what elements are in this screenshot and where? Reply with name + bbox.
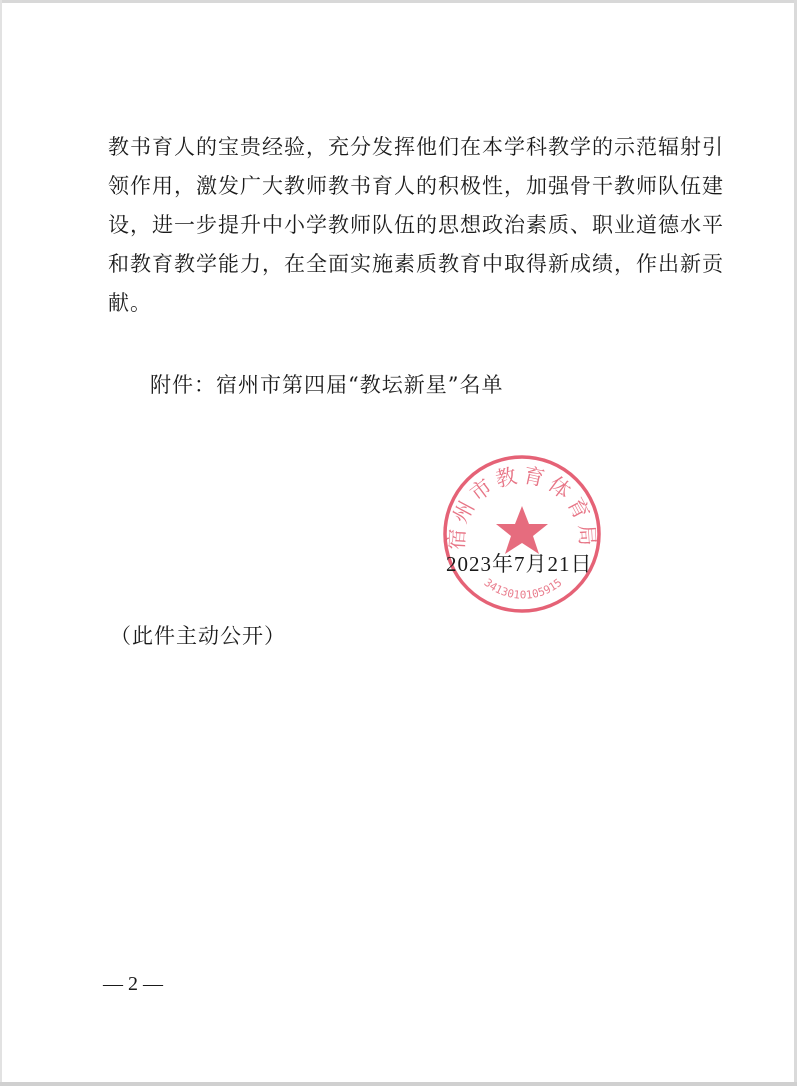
seal-arc-text: 宿州市教育体育局 xyxy=(444,463,600,551)
seal-star-icon xyxy=(496,506,548,554)
body-line: 设，进一步提升中小学教师队伍的思想政治素质、职业道德水平 xyxy=(108,213,724,237)
disclosure-note: （此件主动公开） xyxy=(110,624,286,648)
svg-text:3413010105915 xyxy=(482,576,565,602)
body-paragraph xyxy=(108,128,724,323)
attachment-line: 附件：宿州市第四届“教坛新星”名单 xyxy=(150,373,504,397)
body-line: 领作用，激发广大教师教书育人的积极性，加强骨干教师队伍建 xyxy=(108,174,724,198)
seal-code-text: 3413010105915 xyxy=(481,576,565,602)
body-line: 献。 xyxy=(108,291,152,315)
page-number: — 2 — xyxy=(103,973,163,995)
scan-edge-top xyxy=(0,0,797,3)
body-line: 教书育人的宝贵经验，充分发挥他们在本学科教学的示范辐射引 xyxy=(108,135,724,159)
scan-edge-bottom xyxy=(0,1082,797,1086)
body-line: 和教育教学能力，在全面实施素质教育中取得新成绩，作出新贡 xyxy=(108,252,724,276)
scan-edge-left xyxy=(0,0,2,1086)
issue-date: 2023年7月21日 xyxy=(446,552,593,576)
official-seal-stamp xyxy=(440,452,604,616)
